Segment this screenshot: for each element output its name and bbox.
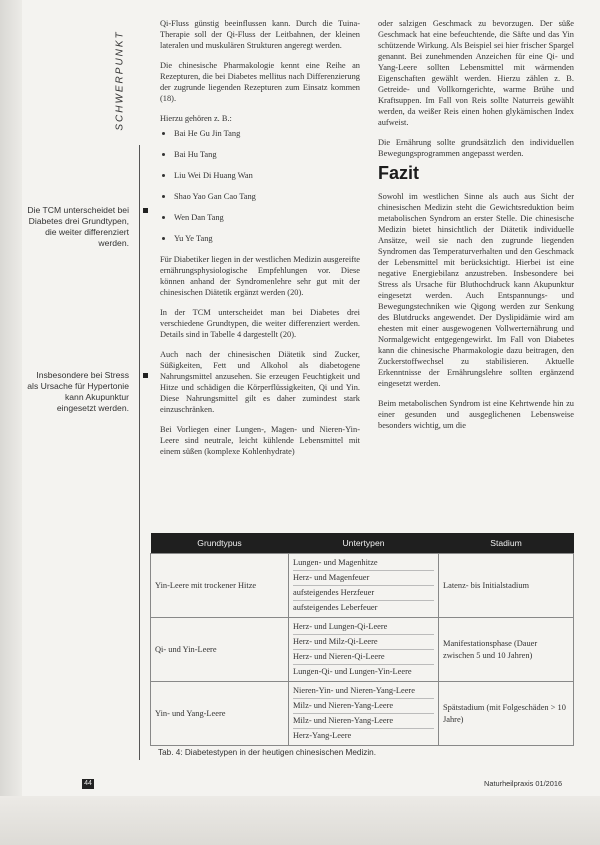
paragraph: Auch nach der chinesischen Diätetik sind Zucker, Süßigkeiten, Fett und Alkohol als diabetogene Nahrungsmittel anzusehen. Sie erzeugen Feuchtigkeit und Hitze und schädigen die Körperflüssigkeiten, Qi und Yin. Diese Nahrungsmittel gilt es daher zumindest stark einzuschränken. bbox=[160, 350, 360, 414]
section-label: SCHWERPUNKT bbox=[114, 30, 126, 131]
grundtypus-cell: Yin- und Yang-Leere bbox=[151, 682, 289, 746]
margin-note-marker bbox=[143, 208, 148, 213]
list-item: Yu Ye Tang bbox=[160, 233, 360, 254]
table-row bbox=[151, 682, 574, 746]
section-tag bbox=[110, 20, 126, 150]
paragraph: Sowohl im westlichen Sinne als auch aus Sicht der chinesischen Medizin steht die Gewichtsreduktion beim metabolischen Syndrom an erster Stelle. Die chinesische Medizin bietet hinsichtlich der Diätetik individuelle Ansätze, weil sie nach den zugrunde liegenden Syndromen das Temperaturverhalten und den Geschmack der Lebensmittel mit berücksichtigt. Hierbei ist eine negative Energiebilanz anzustreben. Insbesondere bei Stress als Ursache für Bluthochdruck kann Akupunktur eingesetzt werden. Auch Entspannungs- und Bewegungstechniken wie Qigong werden zur Senkung des Blutdrucks angewendet. Der Dyslipidämie wird am ehesten mit einer ausgewogenen Vollwerternährung und Normalgewicht entgegengewirkt. Im Fall von Diabetes kann die chinesische Pharmakologie dazu beitragen, den Zuckerstoffwechsel zu stabilisieren. Aktuelle Erkenntnisse der Ernährungslehre sollten ergänzend eingesetzt werden. bbox=[378, 192, 574, 388]
table-caption: Tab. 4: Diabetestypen in der heutigen chinesischen Medizin. bbox=[158, 748, 377, 757]
untertyp: Herz- und Milz-Qi-Leere bbox=[293, 635, 434, 650]
table-row bbox=[151, 554, 574, 618]
untertyp: Herz- und Lungen-Qi-Leere bbox=[293, 620, 434, 635]
list-item: Liu Wei Di Huang Wan bbox=[160, 170, 360, 191]
untertyp: Herz- und Magenfeuer bbox=[293, 571, 434, 586]
diabetes-types-table bbox=[150, 533, 574, 746]
stadium-cell: Spätstadium (mit Folgeschäden > 10 Jahre) bbox=[439, 682, 574, 746]
left-text-column bbox=[160, 18, 360, 466]
list-intro: Hierzu gehören z. B.: bbox=[160, 114, 232, 123]
paragraph: Qi-Fluss günstig beeinflussen kann. Durch die Tuina-Therapie soll der Qi-Fluss der Leitbahnen, der kleinen lateralen und muskulären Strukturen angeregt werden. bbox=[160, 19, 360, 50]
untertyp: Herz-Yang-Leere bbox=[293, 731, 352, 740]
untertypen-cell bbox=[289, 618, 439, 682]
untertyp: aufsteigendes Herzfeuer bbox=[293, 586, 434, 601]
untertyp: Lungen- und Magenhitze bbox=[293, 556, 434, 571]
paragraph: In der TCM unterscheidet man bei Diabetes drei verschiedene Grundtypen, die weiter differenziert werden. Details sind in Tabelle 4 dargestellt (20). bbox=[160, 308, 360, 339]
untertypen-cell bbox=[289, 682, 439, 746]
untertyp: Herz- und Nieren-Qi-Leere bbox=[293, 650, 434, 665]
list-item: Bai Hu Tang bbox=[160, 149, 360, 170]
right-text-column bbox=[378, 18, 574, 440]
untertyp: aufsteigendes Leberfeuer bbox=[293, 603, 378, 612]
paragraph: Beim metabolischen Syndrom ist eine Kehrtwende hin zu einer gesunden und ausgeglichenen Lebensweise besonders wichtig, um die bbox=[378, 399, 574, 430]
table-header-row bbox=[151, 533, 574, 554]
section-heading-fazit: Fazit bbox=[378, 163, 420, 183]
paragraph: Bei Vorliegen einer Lungen-, Magen- und Nieren-Yin-Leere sind neutrale, leicht kühlende Lebensmittel mit einem süßen (komplexe Kohlenhydrate) bbox=[160, 425, 360, 456]
margin-note-grundtypen: Die TCM unterscheidet bei Diabetes drei Grundtypen, die weiter differenziert werden. bbox=[27, 205, 129, 248]
table-header-cell: Stadium bbox=[439, 533, 574, 554]
journal-name: Naturheilpraxis 01/2016 bbox=[484, 779, 563, 788]
scan-bottom-edge bbox=[0, 796, 600, 845]
paragraph: Die chinesische Pharmakologie kennt eine Reihe an Rezepturen, die bei Diabetes mellitus nach Differenzierung der zugrunde liegenden Rezepturen zum Einsatz kommen (18). bbox=[160, 61, 360, 103]
paragraph: oder salzigen Geschmack zu bevorzugen. Der süße Geschmack hat eine befeuchtende, die Säfte und das Yin schützende Wirkung. Als Beispiel sei hier frischer Spargel genannt. Bei zunehmenden Anzeichen für eine Qi- und Yang-Leere sollten Lebensmittel mit wärmenden Eigenschaften gewählt werden. Hierzu zählen z. B. Getreide- und Vollkorngerichte, warme Brühe und Kraftsuppen. Im Fall von Reis sollte Naturreis gewählt werden, da weißer Reis einen hohen glykämischen Index aufweist. bbox=[378, 19, 574, 127]
list-item: Shao Yao Gan Cao Tang bbox=[160, 191, 360, 212]
scan-shadow-edge bbox=[0, 0, 22, 845]
paragraph: Die Ernährung sollte grundsätzlich den individuellen Bewegungsprogrammen angepasst werden. bbox=[378, 138, 574, 158]
margin-note-marker bbox=[143, 373, 148, 378]
table-header-cell: Untertypen bbox=[289, 533, 439, 554]
margin-divider-rule bbox=[139, 145, 140, 760]
table-row bbox=[151, 618, 574, 682]
paragraph: Für Diabetiker liegen in der westlichen Medizin ausgereifte ernährungsphysiologische Empfehlungen vor. Diese können anhand der Syndromenlehre sehr gut mit der chinesischen Diätetik ergänzt werden (20). bbox=[160, 255, 360, 297]
page-number: 44 bbox=[82, 779, 94, 789]
recipe-list bbox=[160, 128, 360, 254]
stadium-cell: Latenz- bis Initialstadium bbox=[439, 554, 574, 618]
untertyp: Milz- und Nieren-Yang-Leere bbox=[293, 699, 434, 714]
list-item: Bai He Gu Jin Tang bbox=[160, 128, 360, 149]
untertyp: Lungen-Qi- und Lungen-Yin-Leere bbox=[293, 667, 412, 676]
grundtypus-cell: Yin-Leere mit trockener Hitze bbox=[151, 554, 289, 618]
table-header-cell: Grundtypus bbox=[151, 533, 289, 554]
grundtypus-cell: Qi- und Yin-Leere bbox=[151, 618, 289, 682]
margin-note-akupunktur: Insbesondere bei Stress als Ursache für Hypertonie kann Akupunktur eingesetzt werden. bbox=[27, 370, 129, 413]
untertyp: Milz- und Nieren-Yang-Leere bbox=[293, 714, 434, 729]
untertyp: Nieren-Yin- und Nieren-Yang-Leere bbox=[293, 684, 434, 699]
untertypen-cell bbox=[289, 554, 439, 618]
list-item: Wen Dan Tang bbox=[160, 212, 360, 233]
stadium-cell: Manifestationsphase (Dauer zwischen 5 und 10 Jahren) bbox=[439, 618, 574, 682]
